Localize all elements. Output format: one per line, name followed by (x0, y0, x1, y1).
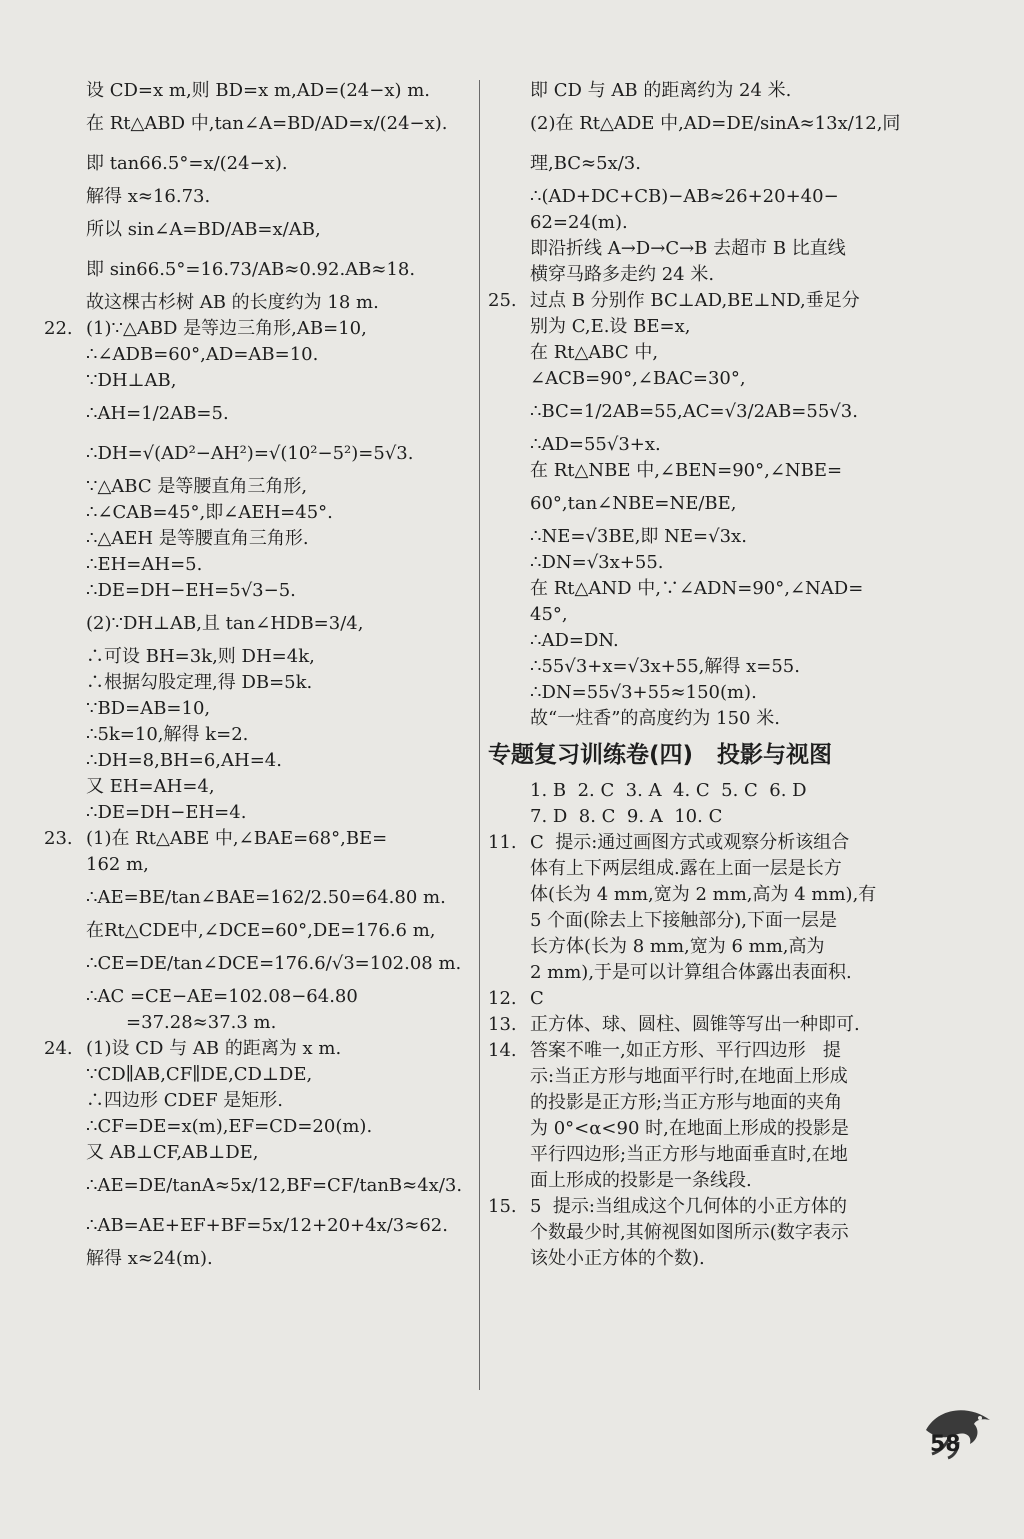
solution-line (488, 576, 928, 602)
line-text: (2)∵DH⊥AB,且 tan∠HDB=3/4, (86, 613, 364, 634)
line-text: 在Rt△CDE中,∠DCE=60°,DE=176.6 m, (86, 920, 436, 941)
line-text: 5 提示:当组成这个几何体的小正方体的 (530, 1196, 847, 1217)
solution-line (488, 804, 928, 830)
problem-number: 13. (488, 1014, 517, 1035)
solution-line (44, 670, 474, 696)
line-text: ∴CE=DE/tan∠DCE=176.6/√3=102.08 m. (86, 953, 462, 974)
solution-line (488, 1116, 928, 1142)
column-divider (479, 80, 480, 1390)
line-text: ∴AB=AE+EF+BF=5x/12+20+4x/3≈62. (86, 1215, 448, 1236)
right-column (488, 78, 928, 1272)
solution-line (488, 484, 928, 524)
problem-number: 22. (44, 318, 73, 339)
solution-line (488, 1142, 928, 1168)
solution-line (44, 474, 474, 500)
solution-line (488, 1246, 928, 1272)
line-text: 横穿马路多走约 24 米. (530, 264, 715, 285)
line-text: 的投影是正方形;当正方形与地面的夹角 (530, 1092, 843, 1113)
line-text: 正方体、球、圆柱、圆锥等写出一种即可. (530, 1014, 860, 1035)
solution-line (44, 800, 474, 826)
line-text: 过点 B 分别作 BC⊥AD,BE⊥ND,垂足分 (530, 290, 860, 311)
line-text: ∴可设 BH=3k,则 DH=4k, (86, 646, 315, 667)
solution-line (488, 960, 928, 986)
solution-line (44, 434, 474, 474)
line-text: ∵DH⊥AB, (86, 370, 177, 391)
solution-line (44, 944, 474, 984)
line-text: 又 EH=AH=4, (86, 776, 215, 797)
solution-line (488, 628, 928, 654)
line-text: ∴AD=55√3+x. (530, 434, 661, 455)
solution-line (44, 368, 474, 394)
solution-line (44, 184, 474, 210)
line-text: (2)在 Rt△ADE 中,AD=DE/sinA≈13x/12,同 (530, 113, 901, 134)
solution-line (488, 778, 928, 804)
line-text: ∴(AD+DC+CB)−AB≈26+20+40− (530, 186, 839, 207)
solution-line (488, 144, 928, 184)
solution-line (44, 696, 474, 722)
line-text: 理,BC≈5x/3. (530, 153, 641, 174)
solution-line (488, 1194, 928, 1220)
solution-line (44, 250, 474, 290)
solution-line (488, 210, 928, 236)
problem-number: 11. (488, 832, 517, 853)
line-text: ∴AE=DE/tanA≈5x/12,BF=CF/tanB≈4x/3. (86, 1175, 463, 1196)
line-text: ∵△ABC 是等腰直角三角形, (86, 476, 308, 497)
line-text: ∴DH=√(AD²−AH²)=√(10²−5²)=5√3. (86, 443, 414, 464)
solution-line (488, 654, 928, 680)
solution-line (44, 1036, 474, 1062)
solution-line (44, 878, 474, 918)
line-text: 5 个面(除去上下接触部分),下面一层是 (530, 910, 837, 931)
line-text: 即 CD 与 AB 的距离约为 24 米. (530, 80, 792, 101)
line-text: 在 Rt△ABD 中,tan∠A=BD/AD=x/(24−x). (86, 113, 448, 134)
problem-number: 12. (488, 988, 517, 1009)
solution-line (44, 316, 474, 342)
problem-number: 23. (44, 828, 73, 849)
line-text: 45°, (530, 604, 568, 625)
solution-line (488, 1012, 928, 1038)
line-text: ∴DE=DH−EH=4. (86, 802, 247, 823)
right-column-answers (488, 778, 928, 1272)
line-text: ∴AC =CE−AE=102.08−64.80 (86, 986, 358, 1007)
solution-line (44, 1206, 474, 1246)
line-text: 故这棵古杉树 AB 的长度约为 18 m. (86, 292, 379, 313)
line-text: 长方体(长为 8 mm,宽为 6 mm,高为 (530, 936, 825, 957)
solution-line (488, 908, 928, 934)
solution-line (44, 210, 474, 250)
line-text: 面上形成的投影是一条线段. (530, 1170, 752, 1191)
line-text: ∵CD∥AB,CF∥DE,CD⊥DE, (86, 1064, 313, 1085)
solution-line (44, 774, 474, 800)
line-text: 162 m, (86, 854, 149, 875)
line-text: ∴EH=AH=5. (86, 554, 203, 575)
solution-line (44, 1062, 474, 1088)
line-text: 在 Rt△ABC 中, (530, 342, 659, 363)
solution-line (488, 934, 928, 960)
line-text: ∴BC=1/2AB=55,AC=√3/2AB=55√3. (530, 401, 858, 422)
solution-line (488, 680, 928, 706)
line-text: ∴AE=BE/tan∠BAE=162/2.50=64.80 m. (86, 887, 446, 908)
problem-number: 24. (44, 1038, 73, 1059)
line-text: 示:当正方形与地面平行时,在地面上形成 (530, 1066, 848, 1087)
solution-line (44, 918, 474, 944)
line-text: 即 sin66.5°=16.73/AB≈0.92.AB≈18. (86, 259, 416, 280)
solution-line (44, 1114, 474, 1140)
solution-line (488, 550, 928, 576)
line-text: ∴根据勾股定理,得 DB=5k. (86, 672, 313, 693)
line-text: 所以 sin∠A=BD/AB=x/AB, (86, 219, 321, 240)
left-column (44, 78, 474, 1272)
solution-line (44, 394, 474, 434)
line-text: 又 AB⊥CF,AB⊥DE, (86, 1142, 259, 1163)
line-text: ∠ACB=90°,∠BAC=30°, (530, 368, 746, 389)
solution-line (44, 984, 474, 1010)
line-text: ∵BD=AB=10, (86, 698, 211, 719)
solution-line (488, 1220, 928, 1246)
line-text: 2 mm),于是可以计算组合体露出表面积. (530, 962, 852, 983)
solution-line (488, 882, 928, 908)
line-text: 在 Rt△AND 中,∵∠ADN=90°,∠NAD= (530, 578, 864, 599)
solution-line (488, 78, 928, 104)
line-text: 答案不唯一,如正方形、平行四边形 提 (530, 1040, 841, 1061)
page-number: 58 (930, 1432, 961, 1457)
line-text: C (530, 988, 544, 1009)
line-text: ∴5k=10,解得 k=2. (86, 724, 249, 745)
solution-line (44, 144, 474, 184)
solution-line (488, 1038, 928, 1064)
solution-line (44, 290, 474, 316)
solution-line (488, 602, 928, 628)
line-text: 别为 C,E.设 BE=x, (530, 316, 691, 337)
section-title: 专题复习训练卷(四) 投影与视图 (488, 742, 833, 768)
solution-line (44, 78, 474, 104)
solution-line (44, 1140, 474, 1166)
line-text: ∴AH=1/2AB=5. (86, 403, 229, 424)
solution-line (488, 1064, 928, 1090)
line-text: 即沿折线 A→D→C→B 去超市 B 比直线 (530, 238, 846, 259)
line-text: 7. D 8. C 9. A 10. C (530, 806, 723, 827)
line-text: ∴DH=8,BH=6,AH=4. (86, 750, 282, 771)
solution-line (488, 236, 928, 262)
line-text: ∴∠CAB=45°,即∠AEH=45°. (86, 502, 333, 523)
solution-line (488, 340, 928, 366)
line-text: =37.28≈37.3 m. (86, 1012, 277, 1033)
solution-line (488, 392, 928, 432)
solution-line (488, 830, 928, 856)
solution-line (44, 722, 474, 748)
line-text: ∴CF=DE=x(m),EF=CD=20(m). (86, 1116, 373, 1137)
solution-line (44, 1246, 474, 1272)
line-text: 平行四边形;当正方形与地面垂直时,在地 (530, 1144, 848, 1165)
solution-line (488, 1090, 928, 1116)
solution-line (488, 288, 928, 314)
line-text: 在 Rt△NBE 中,∠BEN=90°,∠NBE= (530, 460, 843, 481)
solution-line (488, 1168, 928, 1194)
solution-line (488, 262, 928, 288)
solution-line (44, 644, 474, 670)
line-text: 故“一炷香”的高度约为 150 米. (530, 708, 780, 729)
line-text: 设 CD=x m,则 BD=x m,AD=(24−x) m. (86, 80, 431, 101)
problem-number: 15. (488, 1196, 517, 1217)
line-text: ∴NE=√3BE,即 NE=√3x. (530, 526, 747, 547)
line-text: (1)设 CD 与 AB 的距离为 x m. (86, 1038, 342, 1059)
solution-line (44, 500, 474, 526)
solution-line (488, 458, 928, 484)
solution-line (44, 1166, 474, 1206)
solution-line (44, 578, 474, 604)
solution-line (44, 1088, 474, 1114)
line-text: ∴四边形 CDEF 是矩形. (86, 1090, 283, 1111)
solution-line (44, 342, 474, 368)
solution-line (44, 748, 474, 774)
solution-line (488, 986, 928, 1012)
line-text: 解得 x≈24(m). (86, 1248, 213, 1269)
line-text: ∴DE=DH−EH=5√3−5. (86, 580, 296, 601)
solution-line (44, 104, 474, 144)
line-text: ∴DN=√3x+55. (530, 552, 664, 573)
line-text: (1)∵△ABD 是等边三角形,AB=10, (86, 318, 367, 339)
solution-line (44, 604, 474, 644)
line-text: 60°,tan∠NBE=NE/BE, (530, 493, 737, 514)
line-text: C 提示:通过画图方式或观察分析该组合 (530, 832, 850, 853)
line-text: ∴55√3+x=√3x+55,解得 x=55. (530, 656, 800, 677)
solution-line (488, 184, 928, 210)
solution-line (488, 366, 928, 392)
line-text: 体有上下两层组成.露在上面一层是长方 (530, 858, 842, 879)
solution-line (488, 524, 928, 550)
line-text: 62=24(m). (530, 212, 628, 233)
solution-line (44, 526, 474, 552)
line-text: (1)在 Rt△ABE 中,∠BAE=68°,BE= (86, 828, 388, 849)
problem-number: 25. (488, 290, 517, 311)
line-text: 为 0°<α<90 时,在地面上形成的投影是 (530, 1118, 849, 1139)
problem-number: 14. (488, 1040, 517, 1061)
solution-line (44, 826, 474, 852)
line-text: ∴∠ADB=60°,AD=AB=10. (86, 344, 319, 365)
solution-line (44, 552, 474, 578)
line-text: 即 tan66.5°=x/(24−x). (86, 153, 288, 174)
line-text: ∴DN=55√3+55≈150(m). (530, 682, 757, 703)
solution-line (488, 856, 928, 882)
line-text: ∴AD=DN. (530, 630, 619, 651)
solution-line (488, 706, 928, 732)
solution-line (488, 432, 928, 458)
solution-line (488, 314, 928, 340)
line-text: 体(长为 4 mm,宽为 2 mm,高为 4 mm),有 (530, 884, 877, 905)
line-text: ∴△AEH 是等腰直角三角形. (86, 528, 309, 549)
line-text: 1. B 2. C 3. A 4. C 5. C 6. D (530, 780, 807, 801)
line-text: 该处小正方体的个数). (530, 1248, 705, 1269)
right-column-solutions (488, 78, 928, 732)
line-text: 个数最少时,其俯视图如图所示(数字表示 (530, 1222, 849, 1243)
solution-line (488, 104, 928, 144)
solution-line (44, 1010, 474, 1036)
solution-line (44, 852, 474, 878)
line-text: 解得 x≈16.73. (86, 186, 211, 207)
